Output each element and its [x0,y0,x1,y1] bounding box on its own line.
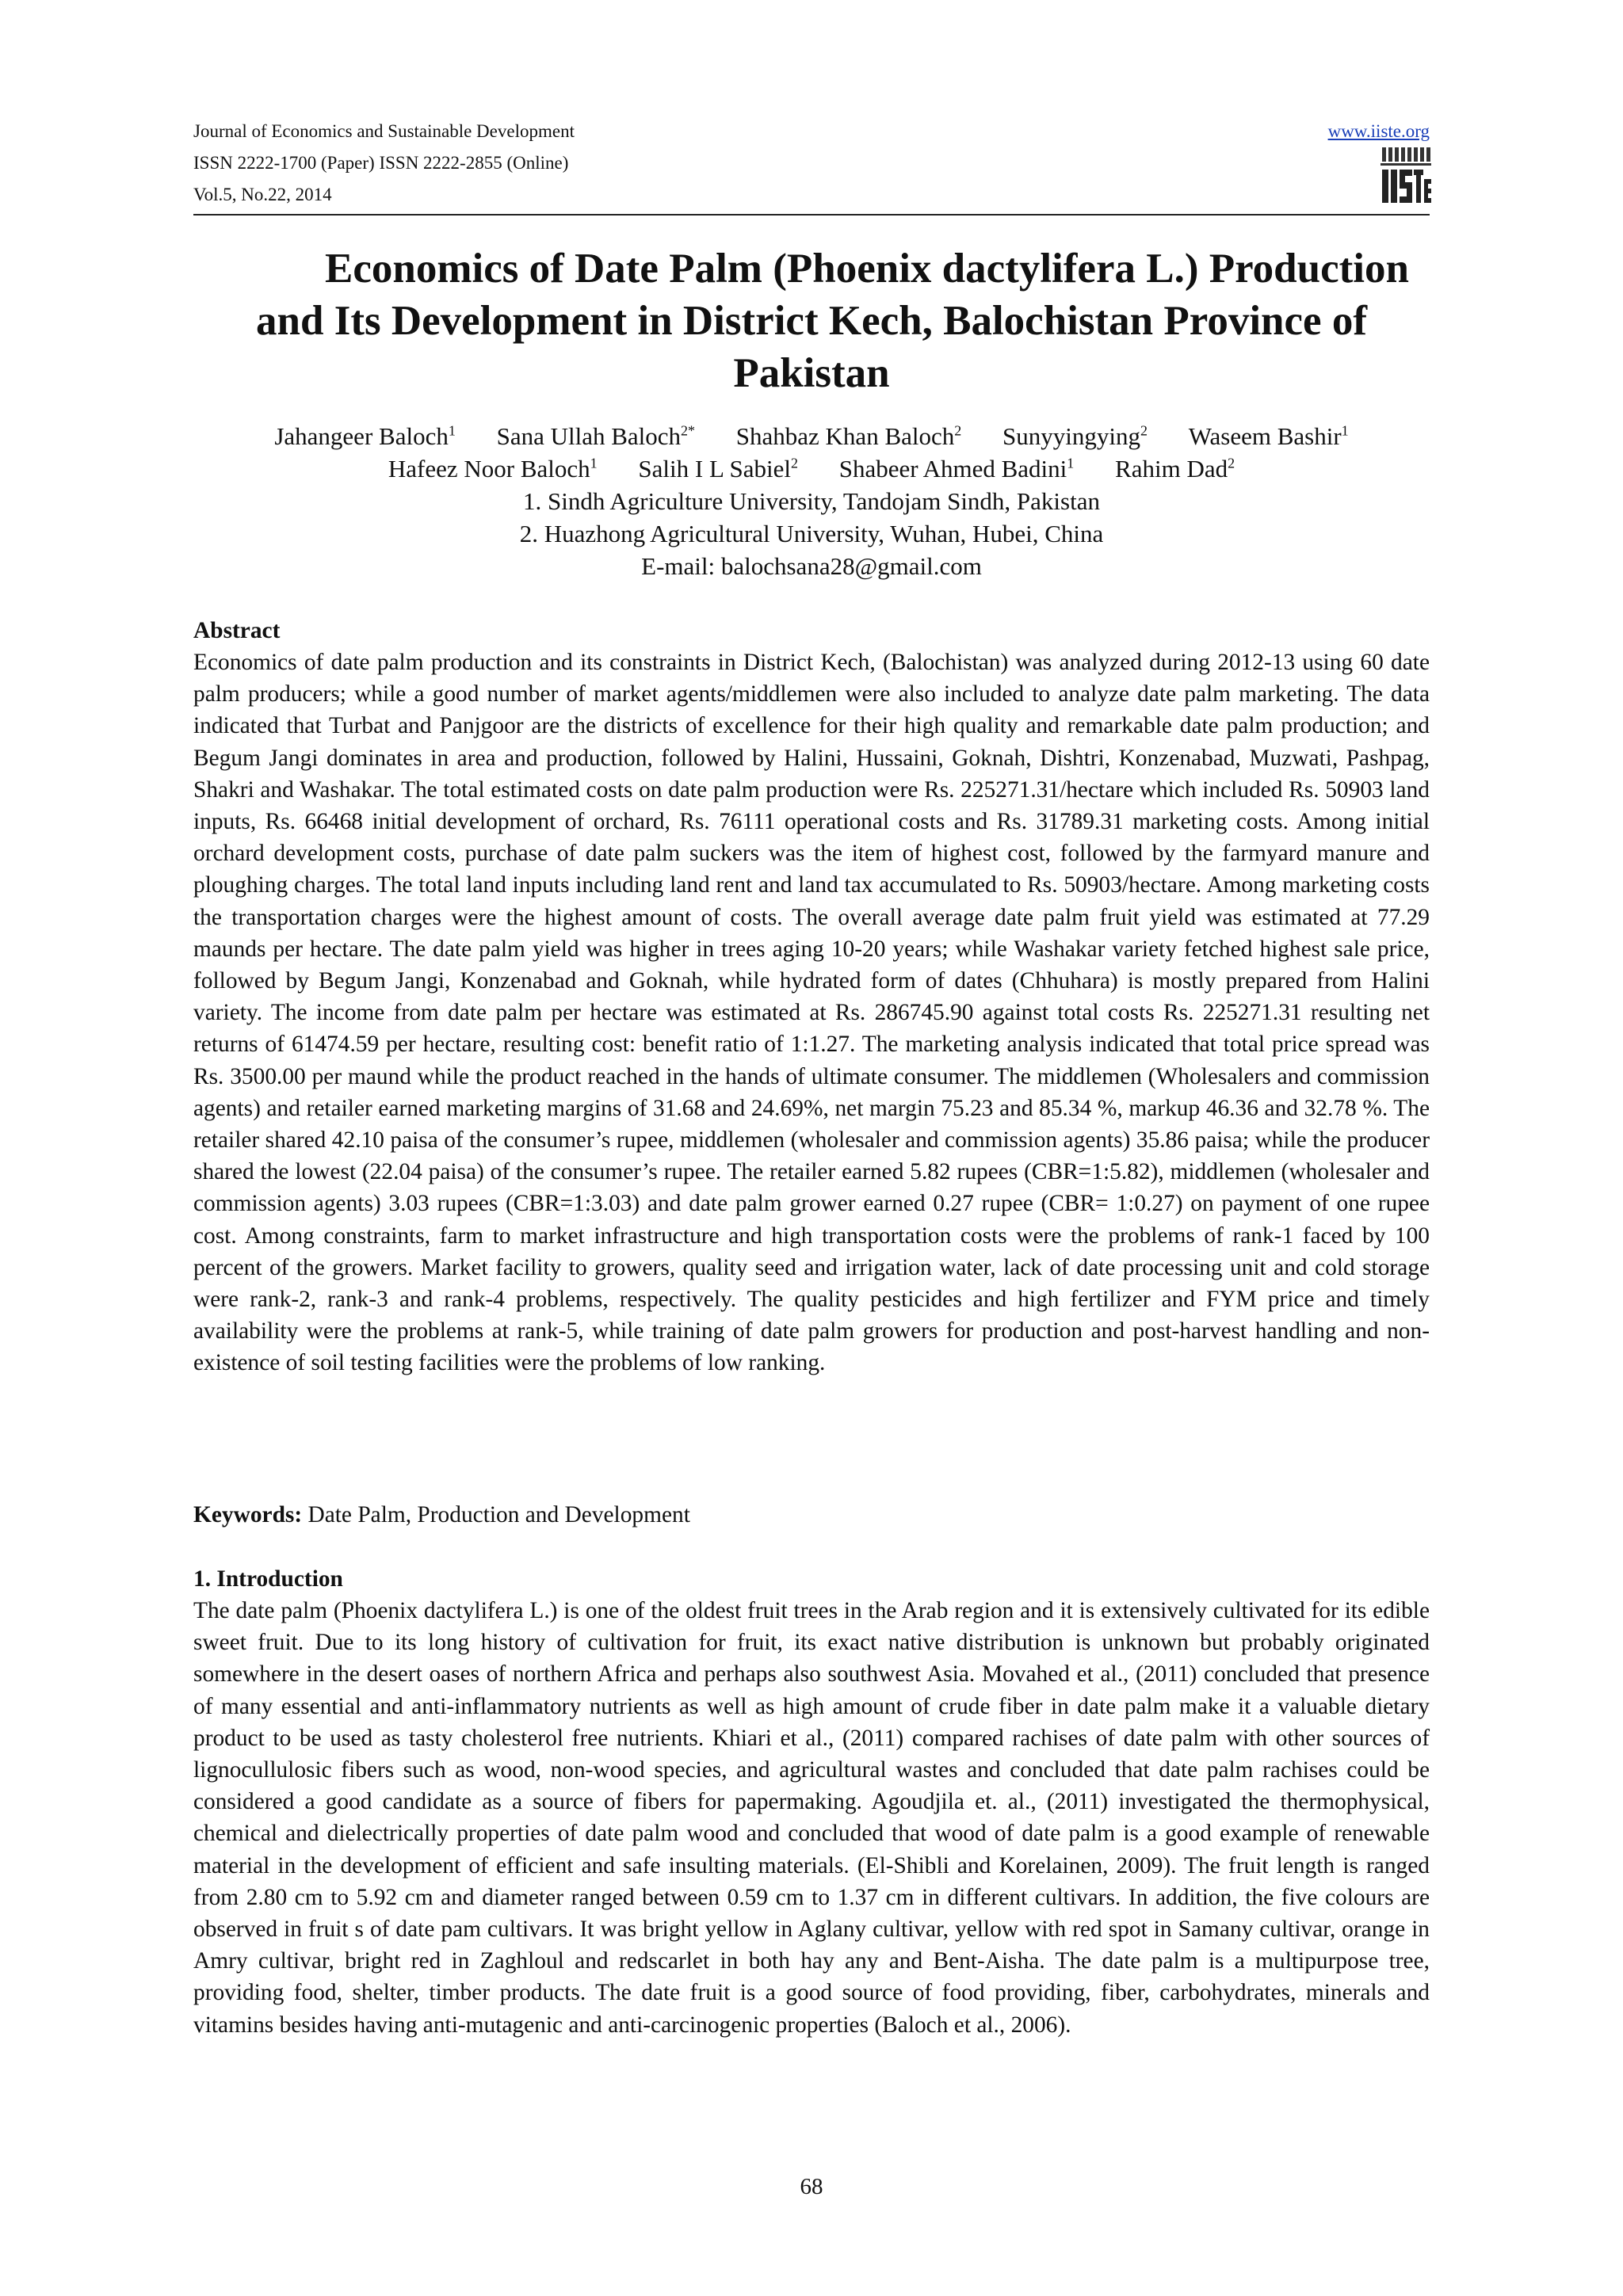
keywords [193,1499,1430,1531]
title-line-2: and Its Development in District Kech, Balochistan Province of [256,298,1367,344]
author-row-2 [193,452,1430,485]
affiliation-1: 1. Sindh Agriculture University, Tandojam Sindh, Pakistan [522,487,1100,515]
journal-volume: Vol.5, No.22, 2014 [193,185,332,204]
affiliation-2: 2. Huazhong Agricultural University, Wuhan, Hubei, China [519,520,1104,547]
author: Sunyyingying$^2$ [1002,422,1148,450]
journal-header [193,116,575,211]
journal-url-link[interactable]: www.iiste.org [1327,121,1430,141]
author: Hafeez Noor Baloch$^1$ [388,455,598,482]
header-rule [193,214,1430,215]
author: Salih I L Sabiel$^2$ [638,455,798,482]
author: Waseem Bashir$^1$ [1188,422,1349,450]
introduction-heading: 1. Introduction [193,1566,343,1592]
author: Sana Ullah Baloch$^{2*}$ [496,422,696,450]
author: Rahim Dad$^2$ [1115,455,1235,482]
journal-issn: ISSN 2222-1700 (Paper) ISSN 2222-2855 (Online) [193,153,569,173]
iiste-logo [1381,147,1431,204]
author: Jahangeer Baloch$^1$ [274,422,456,450]
introduction-text: The date palm (Phoenix dactylifera L.) is one of the oldest fruit trees in the Arab region and it is extensively cultivated for its edible sweet fruit. Due to its long history of cultivation for fruit, its exact native distribution is unknown but probably originated somewhere in the desert oases of northern Africa and perhaps also southwest Asia. Movahed et al., (2011) concluded that presence of many essential and anti-inflammatory nutrients as well as high amount of crude fiber in date palm make it a valuable dietary product to be used as tasty cholesterol free nutrients. Khiari et al., (2011) compared rachises of date palm with other sources of lignocullulosic fibers such as wood, non-wood species, and agricultural wastes and concluded that date palm rachises could be considered a good candidate as a source of fibers for papermaking. Agoudjila et. al., (2011) investigated the thermophysical, chemical and dielectrically properties of date palm wood and concluded that wood of date palm is a good example of renewable material in the development of efficient and safe insulting materials. (El-Shibli and Korelainen, 2009). The fruit length is ranged from 2.80 cm to 5.92 cm and diameter ranged between 0.59 cm to 1.37 cm in different cultivars. In addition, the five colours are observed in fruit s of date pam cultivars. It was bright yellow in Aglany cultivar, yellow with red spot in Samany cultivar, orange in Amry cultivar, bright red in Zaghloul and redscarlet in both hay any and Bent-Aisha. The date palm is a multipurpose tree, providing food, shelter, timber products. The date fruit is a good source of food providing, fiber, carbohydrates, minerals and vitamins besides having anti-mutagenic and anti-carcinogenic properties (Baloch et al., 2006). [193,1598,1430,2038]
keywords-label: Keywords: [193,1502,303,1527]
title-line-1: Economics of Date Palm (Phoenix dactylifera L.) Production [324,246,1409,292]
abstract-text: Economics of date palm production and its constraints in District Kech, (Balochistan) was analyzed during 2012-13 using 60 date palm producers; while a good number of market agents/middlemen were also included to analyze date palm marketing. The data indicated that Turbat and Panjgoor are the districts of excellence for their high quality and remarkable date palm production; and Begum Jangi dominates in area and production, followed by Halini, Hussaini, Goknah, Dishtri, Konzenabad, Muzwati, Pashpag, Shakri and Washakar. The total estimated costs on date palm production were Rs. 225271.31/hectare which included Rs. 50903 land inputs, Rs. 66468 initial development of orchard, Rs. 76111 operational costs and Rs. 31789.31 marketing costs. Among initial orchard development costs, purchase of date palm suckers was the item of highest cost, followed by the farmyard manure and ploughing charges. The total land inputs including land rent and land tax accumulated to Rs. 50903/hectare. Among marketing costs the transportation charges were the highest amount of costs. The overall average date palm fruit yield was estimated at 77.29 maunds per hectare. The date palm yield was higher in trees aging 10-20 years; while Washakar variety fetched highest sale price, followed by Begum Jangi, Konzenabad and Goknah, while hydrated form of dates (Chhuhara) is mostly prepared from Halini variety. The income from date palm per hectare was estimated at Rs. 286745.90 against total costs Rs. 225271.31 resulting net returns of 61474.59 per hectare, resulting cost: benefit ratio of 1:1.27. The marketing analysis indicated that total price spread was Rs. 3500.00 per maund while the product reached in the hands of ultimate consumer. The middlemen (Wholesalers and commission agents) and retailer earned marketing margins of 31.68 and 24.69%, net margin 75.23 and 85.34 %, markup 46.36 and 32.78 %. The retailer shared 42.10 paisa of the consumer’s rupee, middlemen (wholesaler and commission agents) 35.86 paisa; while the producer shared the lowest (22.04 paisa) of the consumer’s rupee. The retailer earned 5.82 rupees (CBR=1:5.82), middlemen (wholesaler and commission agents) 3.03 rupees (CBR=1:3.03) and date palm grower earned 0.27 rupee (CBR= 1:0.27) on payment of one rupee cost. Among constraints, farm to market infrastructure and high transportation costs were the problems of rank-1 faced by 100 percent of the growers. Market facility to growers, quality seed and irrigation water, lack of date processing unit and cold storage were rank-2, rank-3 and rank-4 problems, respectively. The quality pesticides and high fertilizer and FYM price and timely availability were the problems at rank-5, while training of date palm growers for production and post-harvest handling and non-existence of soil testing facilities were the problems of low ranking. [193,650,1430,1376]
paper-title [193,242,1430,399]
keywords-text: Date Palm, Production and Development [302,1502,690,1527]
abstract-heading: Abstract [193,618,281,643]
title-line-3: Pakistan [733,350,890,396]
author: Shahbaz Khan Baloch$^2$ [735,422,962,450]
journal-name: Journal of Economics and Sustainable Development [193,121,575,141]
author-block [193,420,1430,582]
author-row-1 [193,420,1430,452]
page-number: 68 [800,2174,823,2199]
author: Shabeer Ahmed Badini$^1$ [838,455,1075,482]
author-email: E-mail: balochsana28@gmail.com [641,552,982,580]
